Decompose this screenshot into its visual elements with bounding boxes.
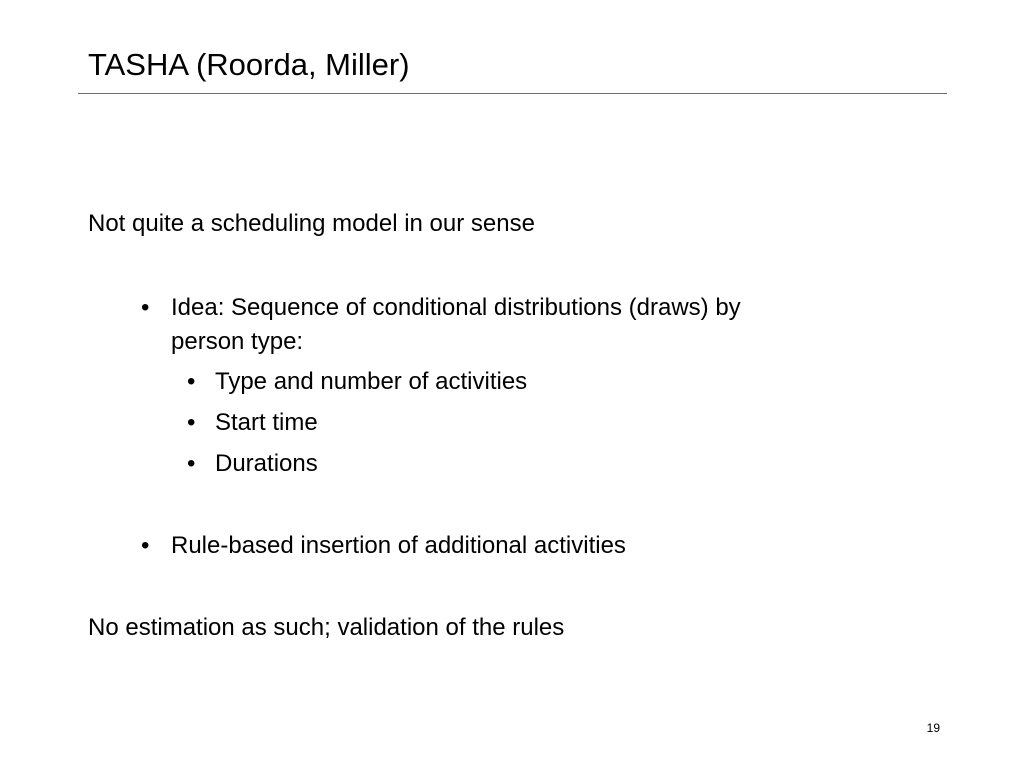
bullet-marker: •: [141, 294, 150, 321]
page-number: 19: [926, 721, 940, 735]
subbullet-text: Start time: [215, 409, 318, 436]
subbullet-marker: •: [187, 409, 196, 436]
bullet-idea-line-2: person type:: [171, 328, 304, 355]
conclusion-paragraph: No estimation as such; validation of the rules: [88, 614, 565, 641]
subbullet-text: Durations: [215, 450, 318, 477]
subbullet-marker: •: [187, 368, 196, 395]
subbullet-text: Type and number of activities: [215, 368, 528, 395]
subbullet-marker: •: [187, 450, 196, 477]
bullet-marker: •: [141, 532, 150, 559]
slide-title: TASHA (Roorda, Miller): [88, 47, 410, 82]
title-divider: [78, 93, 947, 94]
bullet-idea-line-1: Idea: Sequence of conditional distributions (draws) by: [171, 294, 741, 321]
bullet-rule-based-line-1: Rule-based insertion of additional activities: [171, 532, 626, 559]
intro-paragraph: Not quite a scheduling model in our sense: [88, 210, 535, 237]
